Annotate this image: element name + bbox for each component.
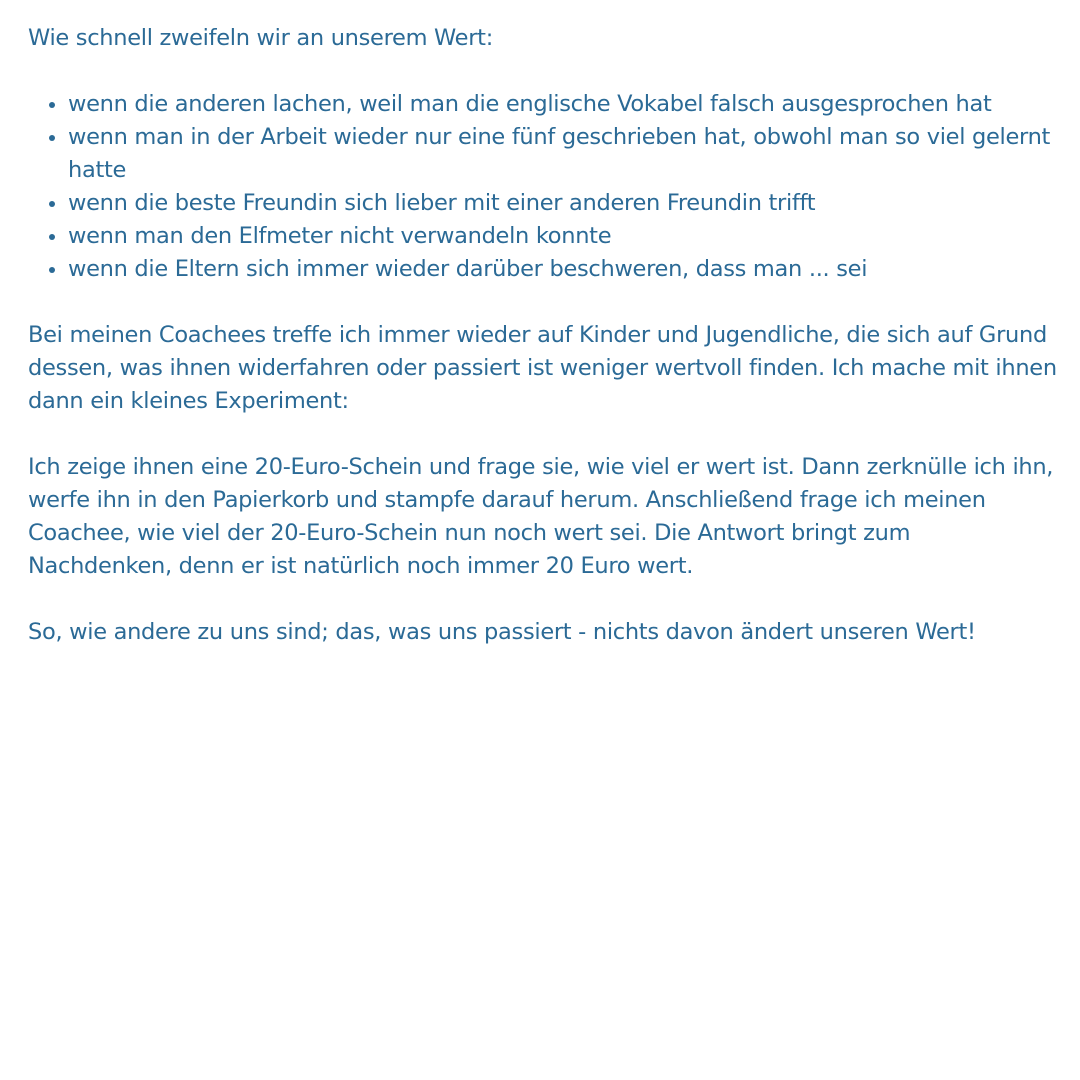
list-item: • wenn man den Elfmeter nicht verwandeln konnte — [68, 220, 1058, 253]
coaching-paragraph: Bei meinen Coachees treffe ich immer wieder auf Kinder und Jugendliche, die sich auf Grund dessen, was ihnen widerfahren oder passiert ist weniger wertvoll finden. Ich mache mit ihnen dann ein kleines Experiment: — [28, 322, 1057, 414]
list-item: • wenn die Eltern sich immer wieder darüber beschweren, dass man ... sei — [68, 253, 1058, 286]
intro-text: Wie schnell zweifeln wir an unserem Wert: — [28, 25, 493, 51]
experiment-paragraph: Ich zeige ihnen eine 20-Euro-Schein und frage sie, wie viel er wert ist. Dann zerknülle ich ihn, werfe ihn in den Papierkorb und stampfe darauf herum. Anschließend frage ich meinen Coachee, wie viel der 20-Euro-Schein nun noch wert sei. Die Antwort bringt zum Nachdenken, denn er ist natürlich noch immer 20 Euro wert. — [28, 454, 1054, 579]
list-item: • wenn die beste Freundin sich lieber mit einer anderen Freundin trifft — [68, 187, 1058, 220]
list-item: • wenn die anderen lachen, weil man die englische Vokabel falsch ausgesprochen hat — [68, 88, 1058, 121]
conclusion-paragraph: So, wie andere zu uns sind; das, was uns passiert - nichts davon ändert unseren Wert! — [28, 619, 976, 645]
doubt-list — [28, 88, 1058, 286]
article-body — [28, 22, 1058, 682]
list-item: • wenn man in der Arbeit wieder nur eine fünf geschrieben hat, obwohl man so viel gelernt hatte — [68, 121, 1058, 187]
